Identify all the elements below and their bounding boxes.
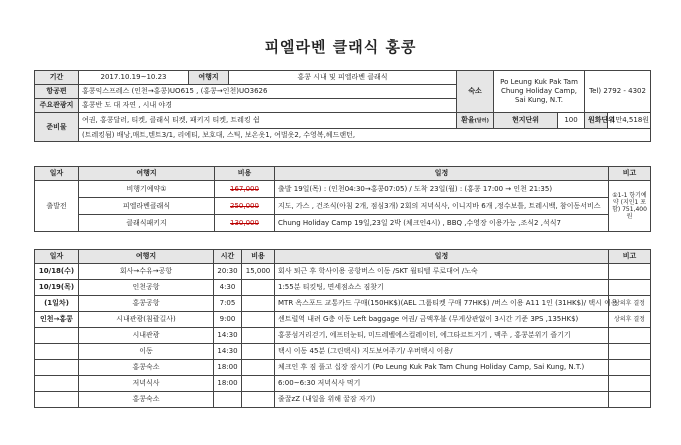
- cost-plan: 지도, 가스 , 건조식(아침 2개, 점심3개) 2회의 저녁식사, 이니지바 6개 ,정수보틀, 트레시백, 참이동서비스: [275, 198, 609, 215]
- schedule-note: [609, 328, 651, 344]
- schedule-place: 홍콩숙소: [79, 392, 214, 408]
- exchange-label-text: 환율: [461, 115, 475, 124]
- table-row: [35, 312, 651, 328]
- schedule-date: [35, 376, 79, 392]
- lodging-name: [494, 71, 585, 113]
- schedule-plan: MTR 옥스포드 교통카드 구매(150HK$)(AEL 그룹티켓 구매 77HK$) /버스 이용 A11 1인 (31HK$)/ 택시 이용: [275, 296, 609, 312]
- schedule-cost: [242, 344, 275, 360]
- schedule-header-place: 여행지: [79, 250, 214, 264]
- schedule-plan: 6:00~6:30 저녁식사 먹기: [275, 376, 609, 392]
- schedule-cost: [242, 360, 275, 376]
- schedule-header-plan: 일정: [275, 250, 609, 264]
- schedule-plan: 줄꿀zZ (내일을 위해 꿀잠 자기): [275, 392, 609, 408]
- schedule-plan: 센트럴역 내려 G층 이동 Left baggage 여권/ 금액후불 (무게상관없이 3시간 기준 3PS ,135HK$): [275, 312, 609, 328]
- schedule-cost: [242, 392, 275, 408]
- schedule-place: 회사→수유→공항: [79, 264, 214, 280]
- schedule-date: [35, 360, 79, 376]
- table-row: [35, 360, 651, 376]
- cost-note: ①1-1 항기예약 (지인1 포함) 751,400원: [609, 181, 651, 232]
- schedule-place: 홍콩숙소: [79, 360, 214, 376]
- cost-place: 비행기예약①: [79, 181, 215, 198]
- lodging-name-line-2: Chung Holiday Camp,: [500, 87, 578, 95]
- schedule-header-note: 비고: [609, 250, 651, 264]
- cost-header-note: 비고: [609, 167, 651, 181]
- prep-value: 여권, 홍콩달러, 티켓, 클래식 티켓, 패키지 티켓, 트레킹 쉼: [79, 113, 457, 129]
- schedule-header-date: 일자: [35, 250, 79, 264]
- schedule-cost: [242, 296, 275, 312]
- schedule-date: 인천→홍콩: [35, 312, 79, 328]
- schedule-date: 10/19(목): [35, 280, 79, 296]
- table-row: [35, 328, 651, 344]
- cost-header-date: 일자: [35, 167, 79, 181]
- exchange-label: [457, 113, 494, 129]
- schedule-time: 14:30: [214, 328, 242, 344]
- exchange-sub: (달러): [474, 117, 489, 124]
- info-table: [34, 70, 651, 142]
- table-row: [35, 376, 651, 392]
- schedule-date: [35, 392, 79, 408]
- schedule-place: 홍콩공항: [79, 296, 214, 312]
- schedule-place: 시내관광: [79, 328, 214, 344]
- cost-amount: 250,000: [215, 198, 275, 215]
- schedule-time: 14:30: [214, 344, 242, 360]
- schedule-cost: [242, 280, 275, 296]
- schedule-plan: 체크인 후 짐 풀고 십장 잠시기 (Po Leung Kuk Pak Tam Chung Holiday Camp, Sai Kung, N.T.): [275, 360, 609, 376]
- table-row: [35, 181, 651, 198]
- cost-amount: 167,000: [215, 181, 275, 198]
- schedule-note: [609, 280, 651, 296]
- schedule-place: 저녁식사: [79, 376, 214, 392]
- schedule-time: 9:00: [214, 312, 242, 328]
- won-unit-value: 1만4,518원: [608, 113, 651, 129]
- schedule-cost: [242, 312, 275, 328]
- flight-label: 항공편: [35, 85, 79, 99]
- schedule-header-time: 시간: [214, 250, 242, 264]
- schedule-plan: 택시 이동 45분 (그린택시) 지도보여주기/ 우버택시 이용/: [275, 344, 609, 360]
- lodging-name-line-1: Po Leung Kuk Pak Tam: [500, 78, 578, 86]
- schedule-time: 20:30: [214, 264, 242, 280]
- schedule-time: [214, 392, 242, 408]
- table-row: [35, 344, 651, 360]
- dest-label: 여행지: [189, 71, 229, 85]
- prep-value-2: (트레킹됨) 배낭,매트,텐트3/1, 리에티, 보호대, 스틱, 보온옷1, 여벌옷2, 수영복,헤드랜턴,: [79, 129, 651, 142]
- cost-table: [34, 166, 651, 232]
- flight-value: 홍콩익스프레스 (인천→홍콩)UO615 , (홍콩→인천)UO3626: [79, 85, 457, 99]
- won-unit-label: 원화단위: [585, 113, 608, 129]
- period-value: 2017.10.19~10.23: [79, 71, 189, 85]
- table-row: [35, 392, 651, 408]
- schedule-date: (1일차): [35, 296, 79, 312]
- schedule-time: 7:05: [214, 296, 242, 312]
- schedule-date: [35, 344, 79, 360]
- sights-value: 홍콩반 도 대 자연 , 시내 야경: [79, 99, 457, 113]
- table-row: [35, 296, 651, 312]
- table-row: [35, 280, 651, 296]
- lodging-label: 숙소: [457, 71, 494, 113]
- schedule-note: [609, 264, 651, 280]
- schedule-note: [609, 344, 651, 360]
- schedule-date: [35, 328, 79, 344]
- schedule-plan: 회사 퇴근 후 학사이용 공항버스 이동 /SKT 월티텔 루로대여 /노숙: [275, 264, 609, 280]
- schedule-time: 18:00: [214, 376, 242, 392]
- schedule-plan: 홍콩섬거리걷기, 에프터눈티, 미드레벨에스컬레이터, 에그타르트거기 , 맥주 , 홍콩분위기 즐기기: [275, 328, 609, 344]
- schedule-note: [609, 360, 651, 376]
- local-unit-label: 현지단위: [494, 113, 558, 129]
- schedule-header-cost: 비용: [242, 250, 275, 264]
- lodging-name-line-3: Sai Kung, N.T.: [514, 96, 564, 104]
- table-row: [35, 264, 651, 280]
- local-unit-value: 100: [558, 113, 585, 129]
- schedule-place: 시내관광(침괄길사): [79, 312, 214, 328]
- schedule-time: 4:30: [214, 280, 242, 296]
- dest-value: 홍콩 시내 및 피엘라벤 클래식: [229, 71, 457, 85]
- cost-plan: Chung Holiday Camp 19일,23일 2박 (체크인4시) , BBQ ,수영장 이용가능 ,조식2 ,석식7: [275, 215, 609, 232]
- cost-place: 클래식패키지: [79, 215, 215, 232]
- cost-plan: 출발 19일(목) : (인천04:30→홍콩07:05) / 도착 23일(월) : (홍콩 17:00 → 인천 21:35): [275, 181, 609, 198]
- schedule-place: 이동: [79, 344, 214, 360]
- cost-date: 출발전: [35, 181, 79, 232]
- cost-place: 피엘라벤클래식: [79, 198, 215, 215]
- prep-label: 준비물: [35, 113, 79, 142]
- page-title: 피엘라벤 클래식 홍콩: [264, 38, 417, 56]
- schedule-cost: [242, 328, 275, 344]
- schedule-plan: 1:55분 티킷팅, 면세점쇼스 짐찾기: [275, 280, 609, 296]
- cost-header-plan: 일정: [275, 167, 609, 181]
- schedule-time: 18:00: [214, 360, 242, 376]
- cost-amount: 130,000: [215, 215, 275, 232]
- schedule-note: 상의후 결정: [609, 312, 651, 328]
- sights-label: 주요관광지: [35, 99, 79, 113]
- lodging-tel: Tel) 2792 - 4302: [585, 71, 651, 113]
- schedule-note: [609, 376, 651, 392]
- table-row: [35, 198, 651, 215]
- schedule-cost: [242, 376, 275, 392]
- table-row: [35, 215, 651, 232]
- period-label: 기간: [35, 71, 79, 85]
- schedule-table: [34, 249, 651, 408]
- schedule-cost: 15,000: [242, 264, 275, 280]
- schedule-date: 10/18(수): [35, 264, 79, 280]
- schedule-place: 인천공항: [79, 280, 214, 296]
- cost-header-cost: 비용: [215, 167, 275, 181]
- schedule-note: 상의후 결정: [609, 296, 651, 312]
- schedule-note: [609, 392, 651, 408]
- cost-header-place: 여행지: [79, 167, 215, 181]
